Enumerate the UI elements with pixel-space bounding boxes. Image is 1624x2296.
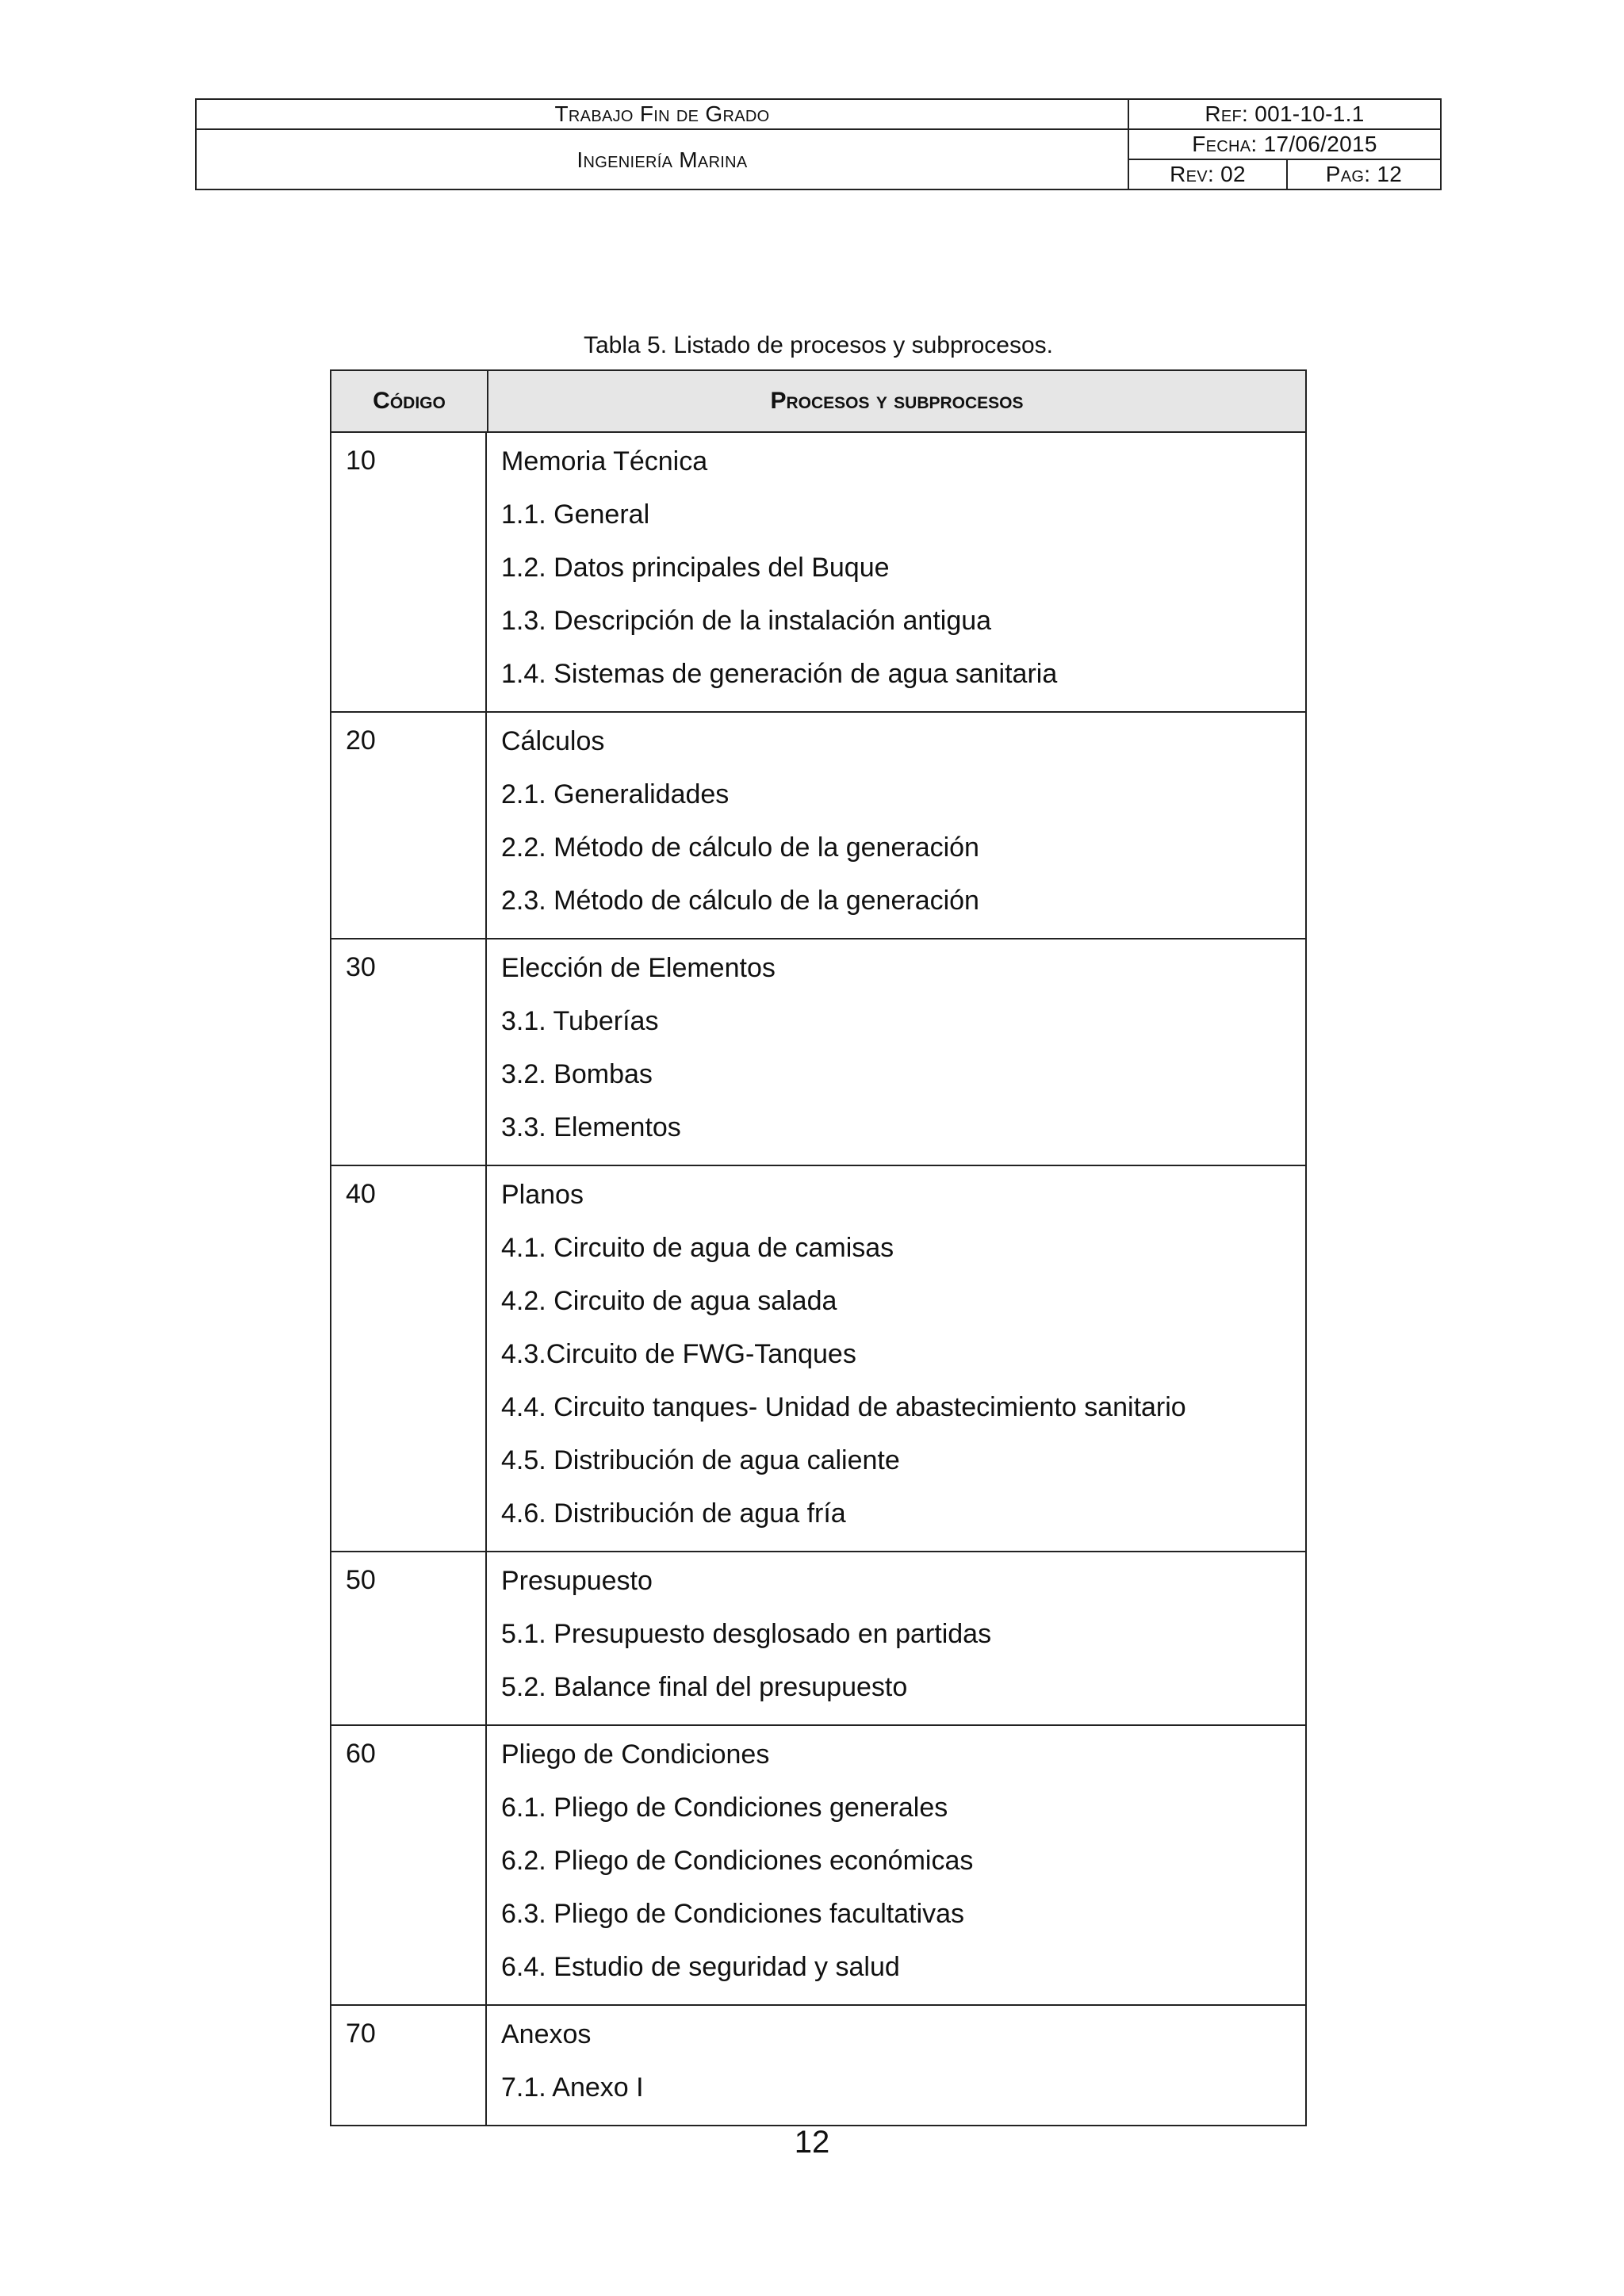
header-subtitle: Ingeniería Marina	[197, 130, 1129, 190]
subprocess-item: 4.5. Distribución de agua caliente	[501, 1445, 900, 1475]
process-title: Pliego de Condiciones	[501, 1739, 770, 1770]
subprocess-item: 1.4. Sistemas de generación de agua sanitaria	[501, 659, 1058, 689]
process-title: Planos	[501, 1180, 584, 1210]
process-list	[487, 1552, 1305, 1724]
subprocess-item: 6.3. Pliego de Condiciones facultativas	[501, 1899, 965, 1929]
subprocess-item: 1.3. Descripción de la instalación antigua	[501, 606, 992, 636]
process-list	[487, 713, 1305, 938]
subprocess-item: 2.2. Método de cálculo de la generación	[501, 832, 979, 863]
table-row	[331, 1552, 1305, 1726]
subprocess-item: 2.3. Método de cálculo de la generación	[501, 886, 979, 916]
process-title: Elección de Elementos	[501, 953, 776, 983]
subprocess-item: 5.2. Balance final del presupuesto	[501, 1672, 908, 1702]
subprocess-item: 6.4. Estudio de seguridad y salud	[501, 1952, 900, 1982]
header-page: Pag: 12	[1325, 162, 1403, 186]
column-header-processes: Procesos y subprocesos	[770, 388, 1024, 414]
process-list	[487, 2006, 1305, 2125]
page-number: 12	[794, 2125, 830, 2160]
header-title: Trabajo Fin de Grado	[197, 100, 1129, 130]
subprocess-item: 7.1. Anexo I	[501, 2072, 644, 2103]
subprocess-item: 5.1. Presupuesto desglosado en partidas	[501, 1619, 992, 1649]
table-row	[331, 1726, 1305, 2006]
table-row	[331, 1166, 1305, 1552]
subprocess-item: 4.2. Circuito de agua salada	[501, 1286, 837, 1316]
process-code: 70	[331, 2006, 487, 2125]
subprocess-item: 4.6. Distribución de agua fría	[501, 1498, 846, 1529]
process-list	[487, 1166, 1305, 1551]
process-table	[330, 369, 1307, 2126]
process-title: Presupuesto	[501, 1566, 653, 1596]
process-code: 40	[331, 1166, 487, 1551]
column-header-code: Código	[331, 371, 488, 431]
process-code: 10	[331, 433, 487, 711]
header-ref: Ref: 001-10-1.1	[1129, 100, 1440, 130]
table-row	[331, 939, 1305, 1166]
table-header-row	[331, 371, 1305, 433]
process-code: 30	[331, 939, 487, 1165]
process-code: 20	[331, 713, 487, 938]
subprocess-item: 1.1. General	[501, 499, 650, 530]
process-title: Memoria Técnica	[501, 446, 708, 476]
header-date: Fecha: 17/06/2015	[1129, 130, 1440, 160]
table-body	[331, 433, 1305, 2125]
subprocess-item: 6.1. Pliego de Condiciones generales	[501, 1793, 948, 1823]
table-row	[331, 713, 1305, 939]
process-title: Cálculos	[501, 726, 605, 756]
subprocess-item: 1.2. Datos principales del Buque	[501, 553, 890, 583]
subprocess-item: 4.1. Circuito de agua de camisas	[501, 1233, 894, 1263]
subprocess-item: 3.1. Tuberías	[501, 1006, 659, 1036]
process-code: 50	[331, 1552, 487, 1724]
table-row	[331, 2006, 1305, 2125]
subprocess-item: 3.3. Elementos	[501, 1112, 681, 1142]
table-row	[331, 433, 1305, 713]
subprocess-item: 2.1. Generalidades	[501, 779, 730, 809]
process-title: Anexos	[501, 2019, 592, 2049]
table-caption: Tabla 5. Listado de procesos y subprocesos.	[583, 332, 1054, 358]
subprocess-item: 4.3.Circuito de FWG-Tanques	[501, 1339, 856, 1369]
document-header	[195, 98, 1442, 190]
subprocess-item: 3.2. Bombas	[501, 1059, 653, 1089]
subprocess-item: 4.4. Circuito tanques- Unidad de abastecimiento sanitario	[501, 1392, 1186, 1422]
process-code: 60	[331, 1726, 487, 2004]
process-list	[487, 433, 1305, 711]
process-list	[487, 939, 1305, 1165]
header-revision: Rev: 02	[1129, 160, 1288, 189]
subprocess-item: 6.2. Pliego de Condiciones económicas	[501, 1846, 974, 1876]
process-list	[487, 1726, 1305, 2004]
